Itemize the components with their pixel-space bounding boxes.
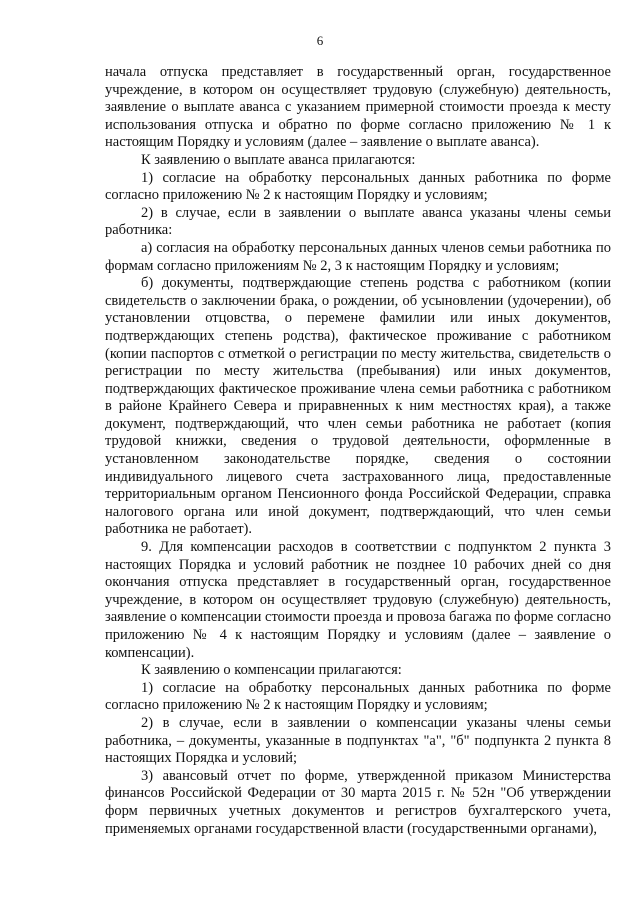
paragraph-compensation-attachments-heading: К заявлению о компенсации прилагаются: [141,662,402,679]
paragraph-advance-application-intro: начала отпуска представляет в государственный орган, государственное учреждение, в котором он осуществляет трудовую (служебную) деятельность, заявление о выплате аванса с указанием примерной стоимости проезда к месту использования отпуска и обратно по форме согласно приложению № 1 к настоящим Порядку и условиям (далее – заявление о выплате аванса). [105,64,611,151]
paragraph-advance-item-2: 2) в случае, если в заявлении о выплате аванса указаны члены семьи работника: [105,204,611,239]
paragraph-compensation-item-2: 2) в случае, если в заявлении о компенсации указаны члены семьи работника, – документы, указанные в подпунктах "а", "б" подпункта 2 пункта 8 настоящих Порядка и условий; [105,714,611,767]
paragraph-advance-item-2b: б) документы, подтверждающие степень родства с работником (копии свидетельств о заключении брака, о рождении, об усыновлении (удочерении), об установлении отцовства, о перемене фамилии или иных документов, подтверждающих степень родства), фактическое проживание с работником (копии паспортов с отметкой о регистрации по месту жительства, свидетельств о регистрации по месту жительства (пребывания) или иных документов, подтверждающих фактическое проживание члена семьи работника с работником в районе Крайнего Севера и приравненных к ним местностях края), а также документ, подтверждающий, что член семьи работника не работает (копия трудовой книжки, сведения о трудовой деятельности, оформленные в установленном законодательстве порядке, сведения о состоянии индивидуального лицевого счета застрахованного лица, предоставленные территориальным органом Пенсионного фонда Российской Федерации, справка налогового органа или иной документ, подтверждающий, что член семьи работника не работает). [105,275,611,538]
paragraph-advance-item-1: 1) согласие на обработку персональных данных работника по форме согласно приложению № 2 к настоящим Порядку и условиям; [105,169,611,204]
document-body [105,64,611,838]
paragraph-compensation-item-3: 3) авансовый отчет по форме, утвержденной приказом Министерства финансов Российской Федерации от 30 марта 2015 г. № 52н "Об утверждении форм первичных учетных документов и регистров бухгалтерского учета, применяемых органами государственной власти (государственными органами), [105,767,611,837]
paragraph-compensation-item-1: 1) согласие на обработку персональных данных работника по форме согласно приложению № 2 к настоящим Порядку и условиям; [105,679,611,714]
paragraph-advance-item-2a: а) согласия на обработку персональных данных членов семьи работника по формам согласно приложениям № 2, 3 к настоящим Порядку и условиям; [105,239,611,274]
page-number: 6 [316,33,324,48]
paragraph-advance-attachments-heading: К заявлению о выплате аванса прилагаются: [141,151,416,168]
paragraph-clause-9: 9. Для компенсации расходов в соответствии с подпунктом 2 пункта 3 настоящих Порядка и условий работник не позднее 10 рабочих дней со дня окончания отпуска представляет в государственный орган, государственное учреждение, в котором он осуществляет трудовую (служебную) деятельность, заявление о компенсации стоимости проезда и провоза багажа по форме согласно приложению № 4 к настоящим Порядку и условиям (далее – заявление о компенсации). [105,539,611,661]
